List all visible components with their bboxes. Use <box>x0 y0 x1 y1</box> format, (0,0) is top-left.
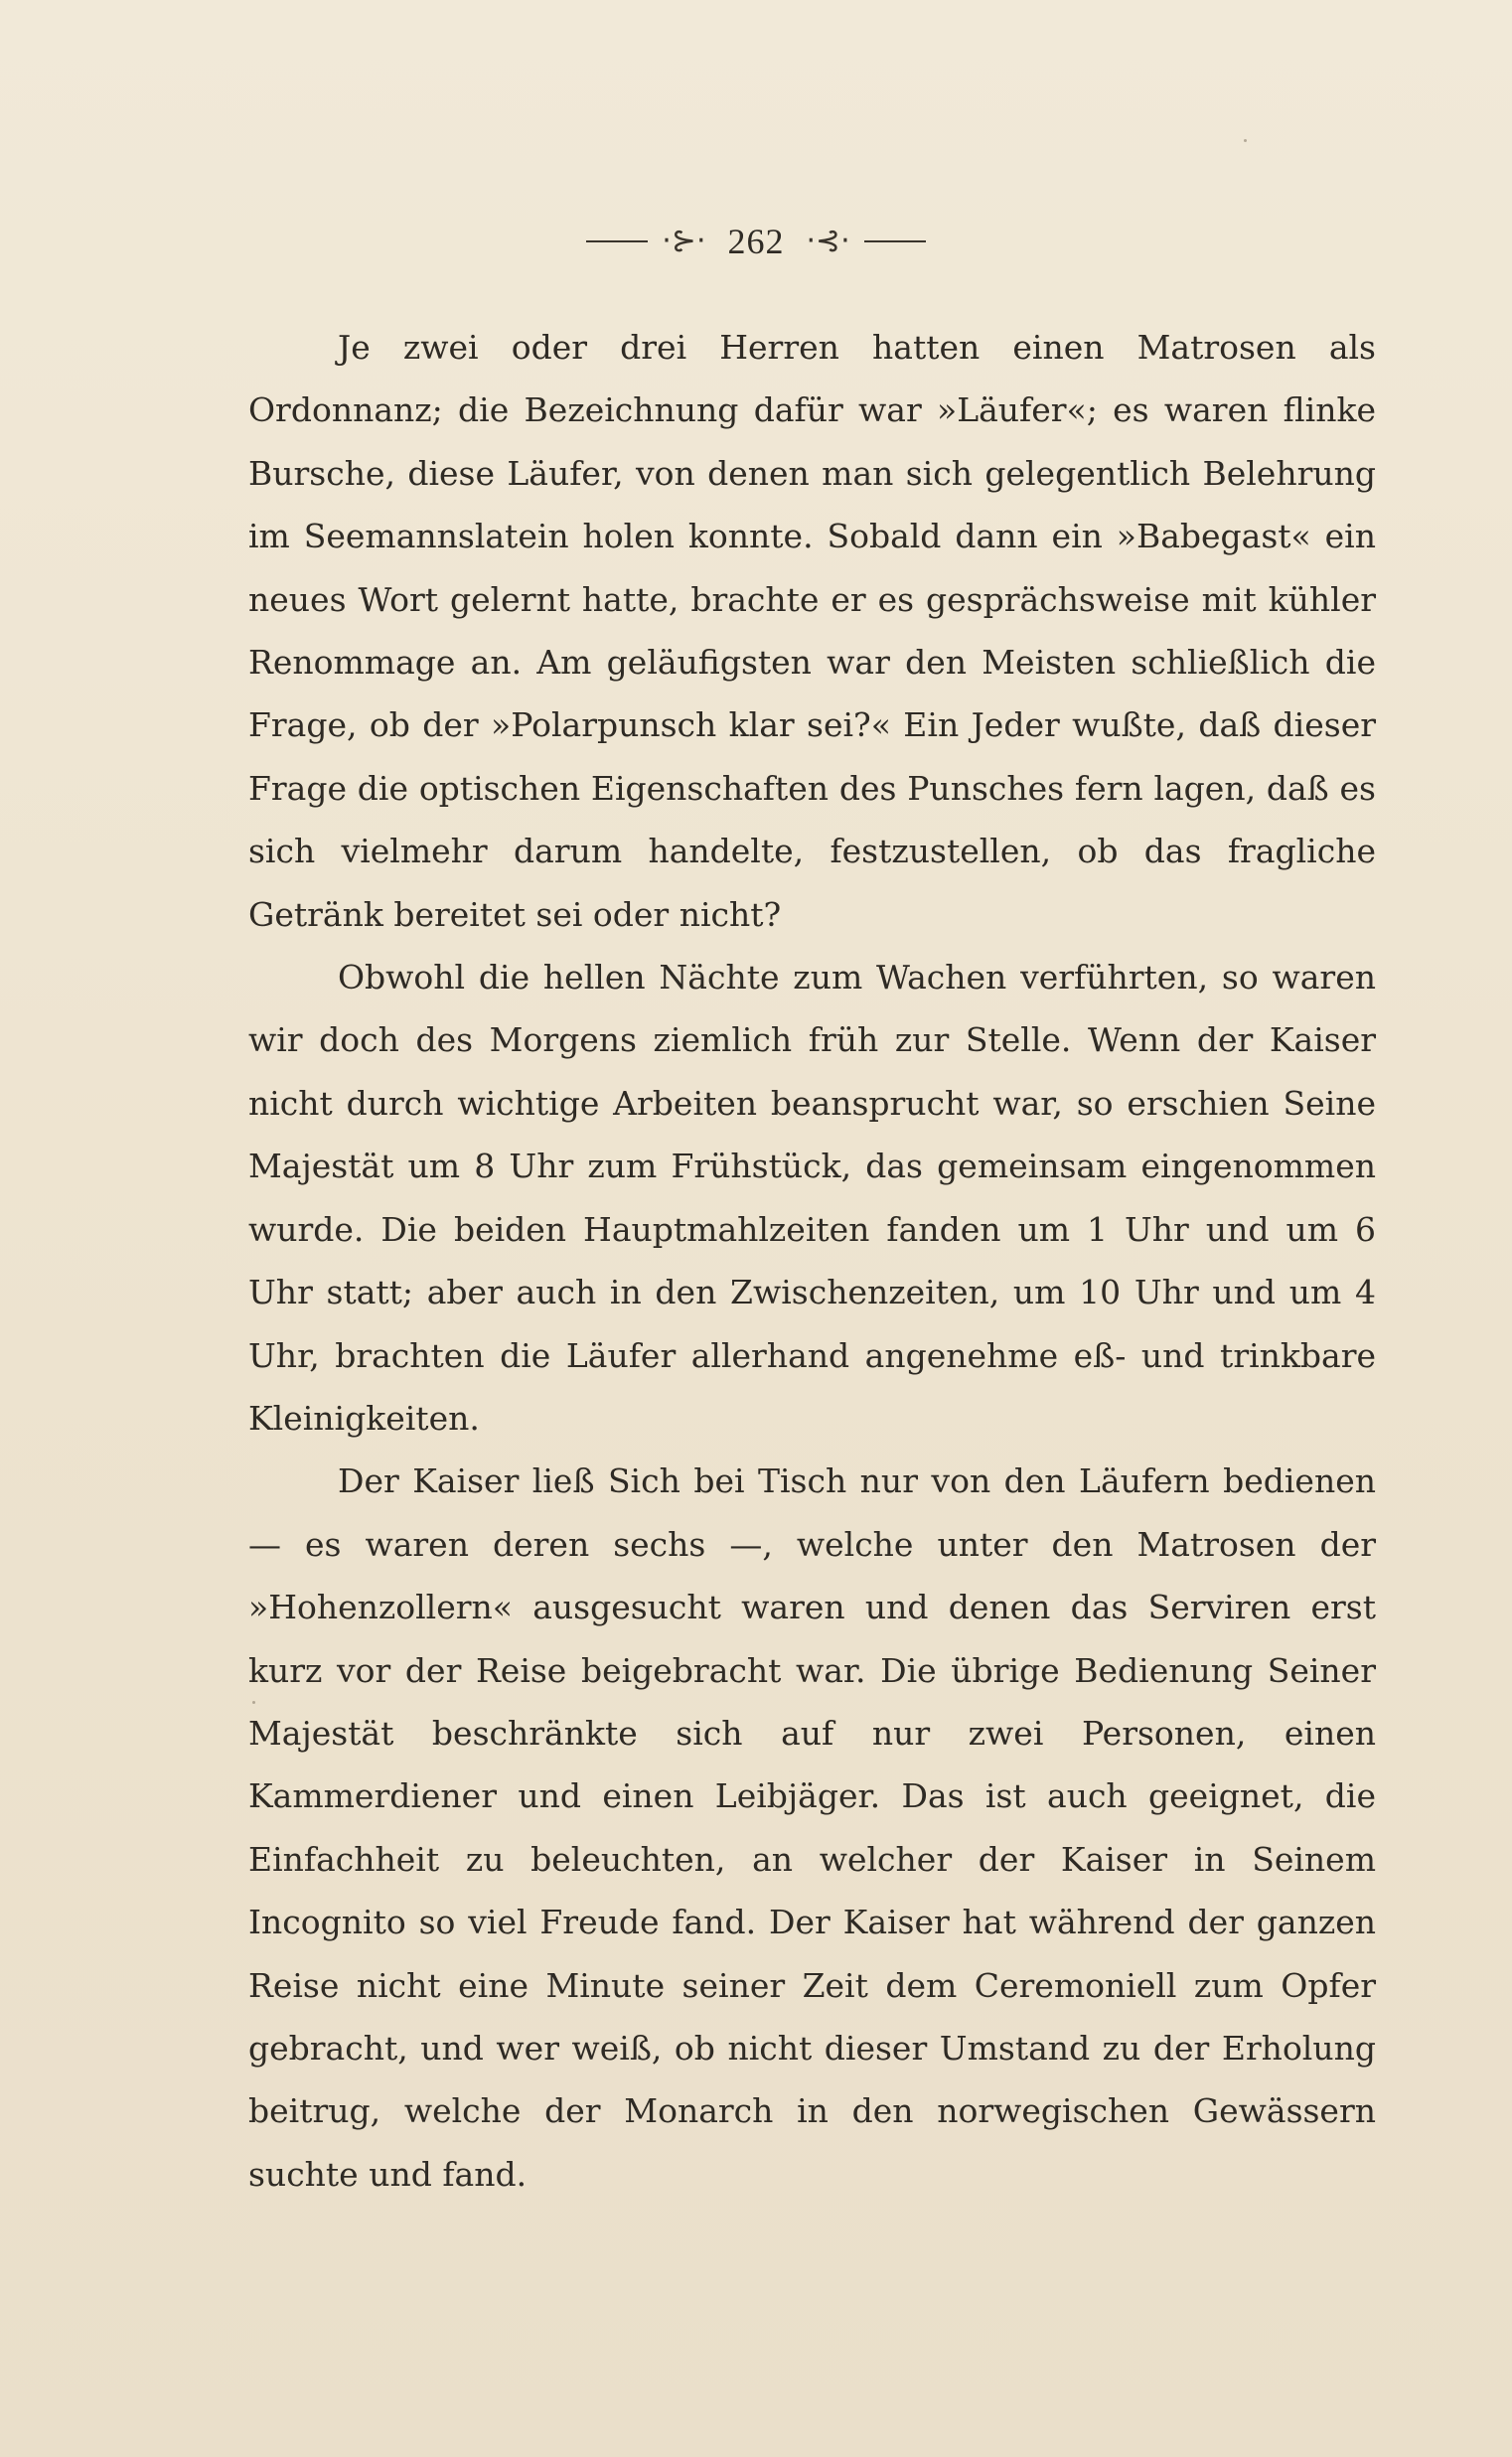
page-number: 262 <box>727 222 785 261</box>
right-header-rule <box>864 240 926 242</box>
page-body <box>248 316 1376 2206</box>
left-header-rule <box>586 240 648 242</box>
paper-speck <box>252 1701 255 1704</box>
page-header <box>0 221 1512 262</box>
paragraph-2: Obwohl die hellen Nächte zum Wachen verführten, so waren wir doch des Morgens ziemlich früh zur Stelle. Wenn der Kaiser nicht durch wichtige Arbeiten beansprucht war, so erschien Seine Majestät um 8 Uhr zum Frühstück, das gemeinsam eingenommen wurde. Die beiden Hauptmahlzeiten fanden um 1 Uhr und um 6 Uhr statt; aber auch in den Zwischenzeiten, um 10 Uhr und um 4 Uhr, brachten die Läufer allerhand angenehme eß- und trinkbare Kleinigkeiten. <box>248 958 1376 1438</box>
right-ornament-icon: ·⊰· <box>806 224 850 258</box>
paper-speck <box>1244 139 1247 142</box>
paragraph-3: Der Kaiser ließ Sich bei Tisch nur von den Läufern bedienen — es waren deren sechs —, welche unter den Matrosen der »Hohenzollern« ausgesucht waren und denen das Serviren erst kurz vor der Reise beigebracht war. Die übrige Bedienung Seiner Majestät beschränkte sich auf nur zwei Personen, einen Kammerdiener und einen Leibjäger. Das ist auch geeignet, die Einfachheit zu beleuchten, an welcher der Kaiser in Seinem Incognito so viel Freude fand. Der Kaiser hat während der ganzen Reise nicht eine Minute seiner Zeit dem Ceremoniell zum Opfer gebracht, und wer weiß, ob nicht dieser Umstand zu der Erholung beitrug, welche der Monarch in den norwegischen Gewässern suchte und fand. <box>248 1461 1376 2194</box>
paragraph-1: Je zwei oder drei Herren hatten einen Matrosen als Ordonnanz; die Bezeichnung dafür war »Läufer«; es waren flinke Bursche, diese Läufer, von denen man sich gelegentlich Belehrung im Seemannslatein holen konnte. Sobald dann ein »Babegast« ein neues Wort gelernt hatte, brachte er es gesprächsweise mit kühler Renommage an. Am geläufigsten war den Meisten schließlich die Frage, ob der »Polarpunsch klar sei?« Ein Jeder wußte, daß dieser Frage die optischen Eigenschaften des Punsches fern lagen, daß es sich vielmehr darum handelte, festzustellen, ob das fragliche Getränk bereitet sei oder nicht? <box>248 328 1376 934</box>
left-ornament-icon: ·⊱· <box>662 224 706 258</box>
